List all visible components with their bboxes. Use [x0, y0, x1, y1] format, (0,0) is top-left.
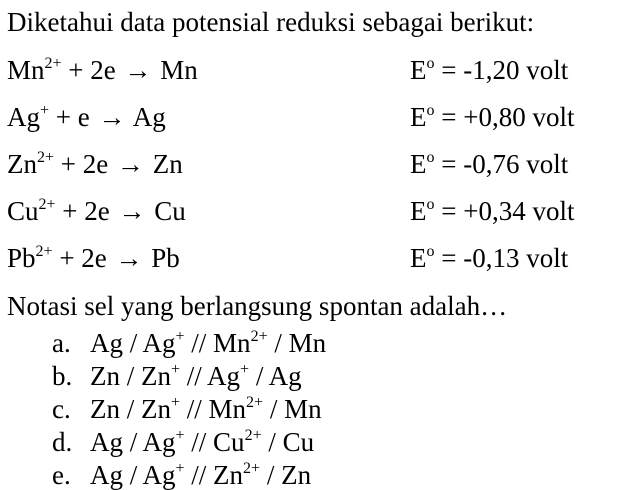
arrow-icon: →	[115, 243, 143, 273]
option-part: / Ag	[249, 361, 302, 391]
option-part: / Zn	[260, 460, 312, 490]
option-part: // Ag	[180, 361, 241, 391]
reactant-ion: Ag	[7, 102, 40, 132]
ion-charge: 2+	[38, 196, 56, 213]
option-letter: d.	[52, 427, 73, 457]
potential-symbol: E	[410, 102, 427, 132]
option-part: / Mn	[263, 394, 322, 424]
ion-charge: 2+	[243, 460, 261, 477]
reaction-electrons: + 2e	[54, 149, 115, 179]
question-intro: Diketahui data potensial reduksi sebagai berikut:	[7, 7, 535, 37]
arrow-icon: →	[118, 196, 146, 226]
arrow-icon: →	[124, 55, 152, 85]
ion-charge: 2+	[244, 427, 262, 444]
option-letter: c.	[52, 394, 71, 424]
ion-charge: +	[240, 361, 250, 378]
reduction-potential	[410, 151, 568, 178]
standard-state-mark: o	[426, 196, 435, 213]
reaction-equation	[7, 104, 166, 131]
potential-symbol: E	[410, 196, 427, 226]
reaction-equation	[7, 198, 186, 225]
reactant-ion: Cu	[7, 196, 39, 226]
reduction-potential	[410, 57, 568, 84]
option-part: // Cu	[184, 427, 245, 457]
reduction-potential	[410, 104, 574, 131]
option-part: // Zn	[184, 460, 244, 490]
arrow-icon: →	[117, 149, 144, 179]
reaction-product: Ag	[127, 102, 166, 132]
ion-charge: +	[175, 427, 185, 444]
question-prompt: Notasi sel yang berlangsung spontan adalah…	[7, 291, 508, 321]
ion-charge: +	[175, 328, 185, 345]
option-text	[90, 363, 302, 390]
reaction-equation	[7, 151, 183, 178]
option-part: / Cu	[261, 427, 315, 457]
option-part: Zn / Zn	[90, 361, 171, 391]
option-letter: b.	[52, 361, 73, 391]
reaction-electrons: + 2e	[55, 196, 117, 226]
option-part: Ag / Ag	[90, 460, 176, 490]
reactant-ion: Zn	[7, 149, 37, 179]
reaction-electrons: + 2e	[52, 243, 114, 273]
option-part: Zn / Zn	[90, 394, 171, 424]
standard-state-mark: o	[426, 102, 435, 119]
reaction-product: Cu	[147, 196, 186, 226]
ion-charge: 2+	[250, 328, 268, 345]
option-letter: a.	[52, 328, 71, 358]
reaction-electrons: + e	[49, 102, 97, 132]
reduction-potential	[410, 245, 568, 272]
option-part: // Mn	[184, 328, 251, 358]
ion-charge: +	[40, 102, 50, 119]
potential-symbol: E	[410, 149, 427, 179]
standard-state-mark: o	[426, 243, 435, 260]
ion-charge: 2+	[37, 149, 55, 166]
option-text	[90, 396, 322, 423]
reaction-product: Pb	[144, 243, 180, 273]
option-part: // Mn	[180, 394, 247, 424]
reaction-product: Zn	[146, 149, 183, 179]
reactant-ion: Pb	[7, 243, 36, 273]
ion-charge: +	[175, 460, 185, 477]
reaction-equation	[7, 57, 198, 84]
potential-value: = +0,34 volt	[434, 196, 575, 226]
potential-value: = -0,76 volt	[434, 149, 569, 179]
ion-charge: 2+	[35, 243, 53, 260]
option-text	[90, 429, 314, 456]
ion-charge: 2+	[246, 394, 264, 411]
option-text	[90, 462, 311, 489]
potential-symbol: E	[410, 55, 427, 85]
option-text	[90, 330, 326, 357]
standard-state-mark: o	[426, 149, 435, 166]
option-part: / Mn	[267, 328, 327, 358]
ion-charge: +	[171, 361, 181, 378]
option-part: Ag / Ag	[90, 427, 176, 457]
potential-value: = -1,20 volt	[434, 55, 569, 85]
ion-charge: 2+	[44, 55, 62, 72]
option-letter: e.	[52, 460, 71, 490]
reaction-equation	[7, 245, 180, 272]
potential-symbol: E	[410, 243, 427, 273]
option-part: Ag / Ag	[90, 328, 176, 358]
reaction-electrons: + 2e	[61, 55, 123, 85]
potential-value: = +0,80 volt	[434, 102, 575, 132]
reactant-ion: Mn	[7, 55, 45, 85]
reaction-product: Mn	[153, 55, 198, 85]
arrow-icon: →	[98, 102, 126, 132]
ion-charge: +	[171, 394, 181, 411]
potential-value: = -0,13 volt	[434, 243, 569, 273]
reduction-potential	[410, 198, 574, 225]
standard-state-mark: o	[426, 55, 435, 72]
